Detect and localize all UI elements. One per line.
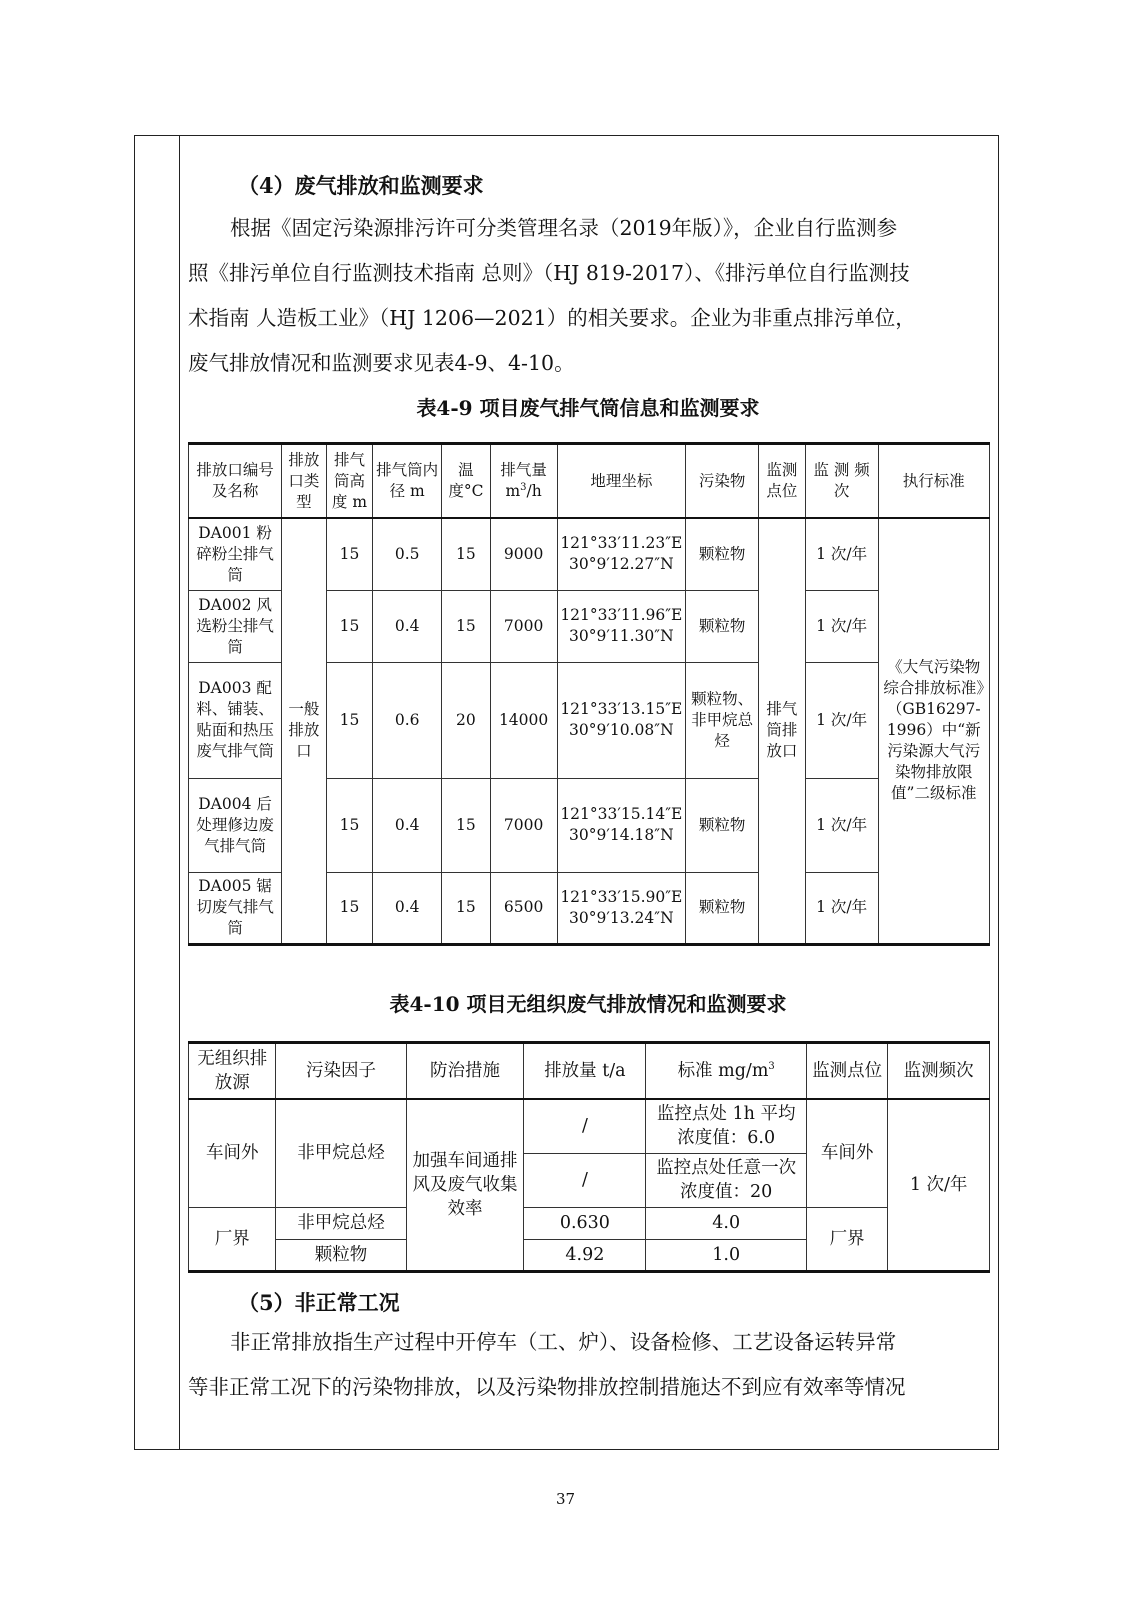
section4-line-2: 照《排污单位自行监测技术指南 总则》（HJ 819-2017）、《排污单位自行监测技 bbox=[188, 261, 910, 285]
t10-standard: 监控点处 1h 平均浓度值：6.0 bbox=[646, 1099, 807, 1153]
t9-h-outlet: 排放口编号及名称 bbox=[189, 444, 282, 519]
t10-h-source: 无组织排放源 bbox=[189, 1043, 276, 1100]
t9-height: 15 bbox=[326, 518, 373, 590]
t9-flow: 7000 bbox=[490, 590, 557, 662]
section4-line-4: 废气排放情况和监测要求见表4-9、4-10。 bbox=[188, 351, 575, 375]
t9-pollutant: 颗粒物 bbox=[686, 778, 759, 872]
t9-flow: 9000 bbox=[490, 518, 557, 590]
t10-point-workshop: 车间外 bbox=[806, 1099, 887, 1207]
t10-point-boundary: 厂界 bbox=[806, 1207, 887, 1271]
t9-temp: 15 bbox=[442, 518, 491, 590]
t9-freq: 1 次/年 bbox=[805, 518, 878, 590]
table10-caption: 表4-10 项目无组织废气排放情况和监测要求 bbox=[389, 992, 787, 1016]
t9-h-freq: 监 测 频次 bbox=[805, 444, 878, 519]
t9-h-standard: 执行标准 bbox=[878, 444, 989, 519]
t9-freq: 1 次/年 bbox=[805, 662, 878, 778]
section5-line-2: 等非正常工况下的污染物排放，以及污染物排放控制措施达不到应有效率等情况 bbox=[188, 1375, 906, 1399]
t10-standard: 1.0 bbox=[646, 1239, 807, 1271]
t10-factor: 颗粒物 bbox=[276, 1239, 406, 1271]
t10-amount: 4.92 bbox=[524, 1239, 646, 1271]
t9-height: 15 bbox=[326, 590, 373, 662]
t9-coords: 121°33′15.14″E 30°9′14.18″N bbox=[557, 778, 686, 872]
t9-flow: 14000 bbox=[490, 662, 557, 778]
t9-h-diameter: 排气筒内径 m bbox=[373, 444, 442, 519]
t9-type: 一般排放口 bbox=[282, 518, 327, 944]
t9-coords: 121°33′13.15″E 30°9′10.08″N bbox=[557, 662, 686, 778]
t9-h-height: 排气筒高度 m bbox=[326, 444, 373, 519]
section5-heading: （5）非正常工况 bbox=[238, 1290, 400, 1315]
t9-outlet: DA004 后处理修边废气排气筒 bbox=[189, 778, 282, 872]
t9-height: 15 bbox=[326, 778, 373, 872]
t9-h-point: 监测点位 bbox=[759, 444, 806, 519]
t9-h-coords: 地理坐标 bbox=[557, 444, 686, 519]
t9-pollutant: 颗粒物 bbox=[686, 518, 759, 590]
t9-outlet: DA001 粉碎粉尘排气筒 bbox=[189, 518, 282, 590]
t10-h-factor: 污染因子 bbox=[276, 1043, 406, 1100]
t9-coords: 121°33′11.96″E 30°9′11.30″N bbox=[557, 590, 686, 662]
table9-caption: 表4-9 项目废气排气筒信息和监测要求 bbox=[416, 396, 760, 420]
table9-header-row bbox=[189, 444, 990, 519]
t9-flow: 6500 bbox=[490, 872, 557, 944]
t9-coords: 121°33′15.90″E 30°9′13.24″N bbox=[557, 872, 686, 944]
t10-amount: / bbox=[524, 1099, 646, 1153]
t10-h-point: 监测点位 bbox=[806, 1043, 887, 1100]
t9-diameter: 0.5 bbox=[373, 518, 442, 590]
t10-standard: 监控点处任意一次浓度值：20 bbox=[646, 1153, 807, 1207]
t10-amount: / bbox=[524, 1153, 646, 1207]
t9-outlet: DA002 风选粉尘排气筒 bbox=[189, 590, 282, 662]
section4-heading: （4）废气排放和监测要求 bbox=[238, 173, 484, 198]
t10-source-workshop: 车间外 bbox=[189, 1099, 276, 1207]
t9-freq: 1 次/年 bbox=[805, 872, 878, 944]
t10-standard: 4.0 bbox=[646, 1207, 807, 1239]
t10-source-boundary: 厂界 bbox=[189, 1207, 276, 1271]
t9-outlet: DA005 锯切废气排气筒 bbox=[189, 872, 282, 944]
section5-line-1: 非正常排放指生产过程中开停车（工、炉）、设备检修、工艺设备运转异常 bbox=[230, 1330, 897, 1354]
t10-factor: 非甲烷总烃 bbox=[276, 1207, 406, 1239]
t9-h-flow: 排气量 $m^3/h$ bbox=[490, 444, 557, 519]
table-row bbox=[189, 518, 990, 590]
t9-temp: 15 bbox=[442, 872, 491, 944]
t10-h-freq: 监测频次 bbox=[888, 1043, 990, 1100]
t9-standard: 《大气污染物综合排放标准》（GB16297-1996）中“新污染源大气污染物排放限值”二级标准 bbox=[878, 518, 989, 944]
t10-h-measure: 防治措施 bbox=[406, 1043, 524, 1100]
t9-h-pollutant: 污染物 bbox=[686, 444, 759, 519]
section4-line-3: 术指南 人造板工业》（HJ 1206—2021）的相关要求。企业为非重点排污单位， bbox=[188, 306, 916, 330]
table-row bbox=[189, 1099, 990, 1153]
t9-pollutant: 颗粒物 bbox=[686, 590, 759, 662]
t9-height: 15 bbox=[326, 662, 373, 778]
page-number: 37 bbox=[555, 1490, 576, 1508]
table-row bbox=[189, 1207, 990, 1239]
t9-point: 排气筒排放口 bbox=[759, 518, 806, 944]
table9 bbox=[188, 442, 990, 946]
t9-diameter: 0.4 bbox=[373, 778, 442, 872]
t9-freq: 1 次/年 bbox=[805, 590, 878, 662]
t9-h-temp: 温度°C bbox=[442, 444, 491, 519]
t9-outlet: DA003 配料、铺装、贴面和热压废气排气筒 bbox=[189, 662, 282, 778]
t9-pollutant: 颗粒物、非甲烷总烃 bbox=[686, 662, 759, 778]
t10-amount: 0.630 bbox=[524, 1207, 646, 1239]
t10-factor-workshop: 非甲烷总烃 bbox=[276, 1099, 406, 1207]
t9-temp: 15 bbox=[442, 778, 491, 872]
t9-temp: 15 bbox=[442, 590, 491, 662]
t10-freq: 1 次/年 bbox=[888, 1099, 990, 1271]
table10-header-row bbox=[189, 1043, 990, 1100]
t10-h-standard: 标准 $mg/m^3$ bbox=[646, 1043, 807, 1100]
t9-height: 15 bbox=[326, 872, 373, 944]
frame-divider bbox=[179, 136, 180, 1449]
t9-diameter: 0.4 bbox=[373, 590, 442, 662]
t9-diameter: 0.4 bbox=[373, 872, 442, 944]
t9-pollutant: 颗粒物 bbox=[686, 872, 759, 944]
t10-h-amount: 排放量 t/a bbox=[524, 1043, 646, 1100]
t9-freq: 1 次/年 bbox=[805, 778, 878, 872]
section4-line-1: 根据《固定污染源排污许可分类管理名录（2019年版）》，企业自行监测参 bbox=[230, 216, 898, 240]
table10 bbox=[188, 1041, 990, 1273]
t9-diameter: 0.6 bbox=[373, 662, 442, 778]
t9-h-type: 排放口类型 bbox=[282, 444, 327, 519]
t9-temp: 20 bbox=[442, 662, 491, 778]
t9-coords: 121°33′11.23″E 30°9′12.27″N bbox=[557, 518, 686, 590]
t10-measure: 加强车间通排风及废气收集效率 bbox=[406, 1099, 524, 1271]
t9-flow: 7000 bbox=[490, 778, 557, 872]
